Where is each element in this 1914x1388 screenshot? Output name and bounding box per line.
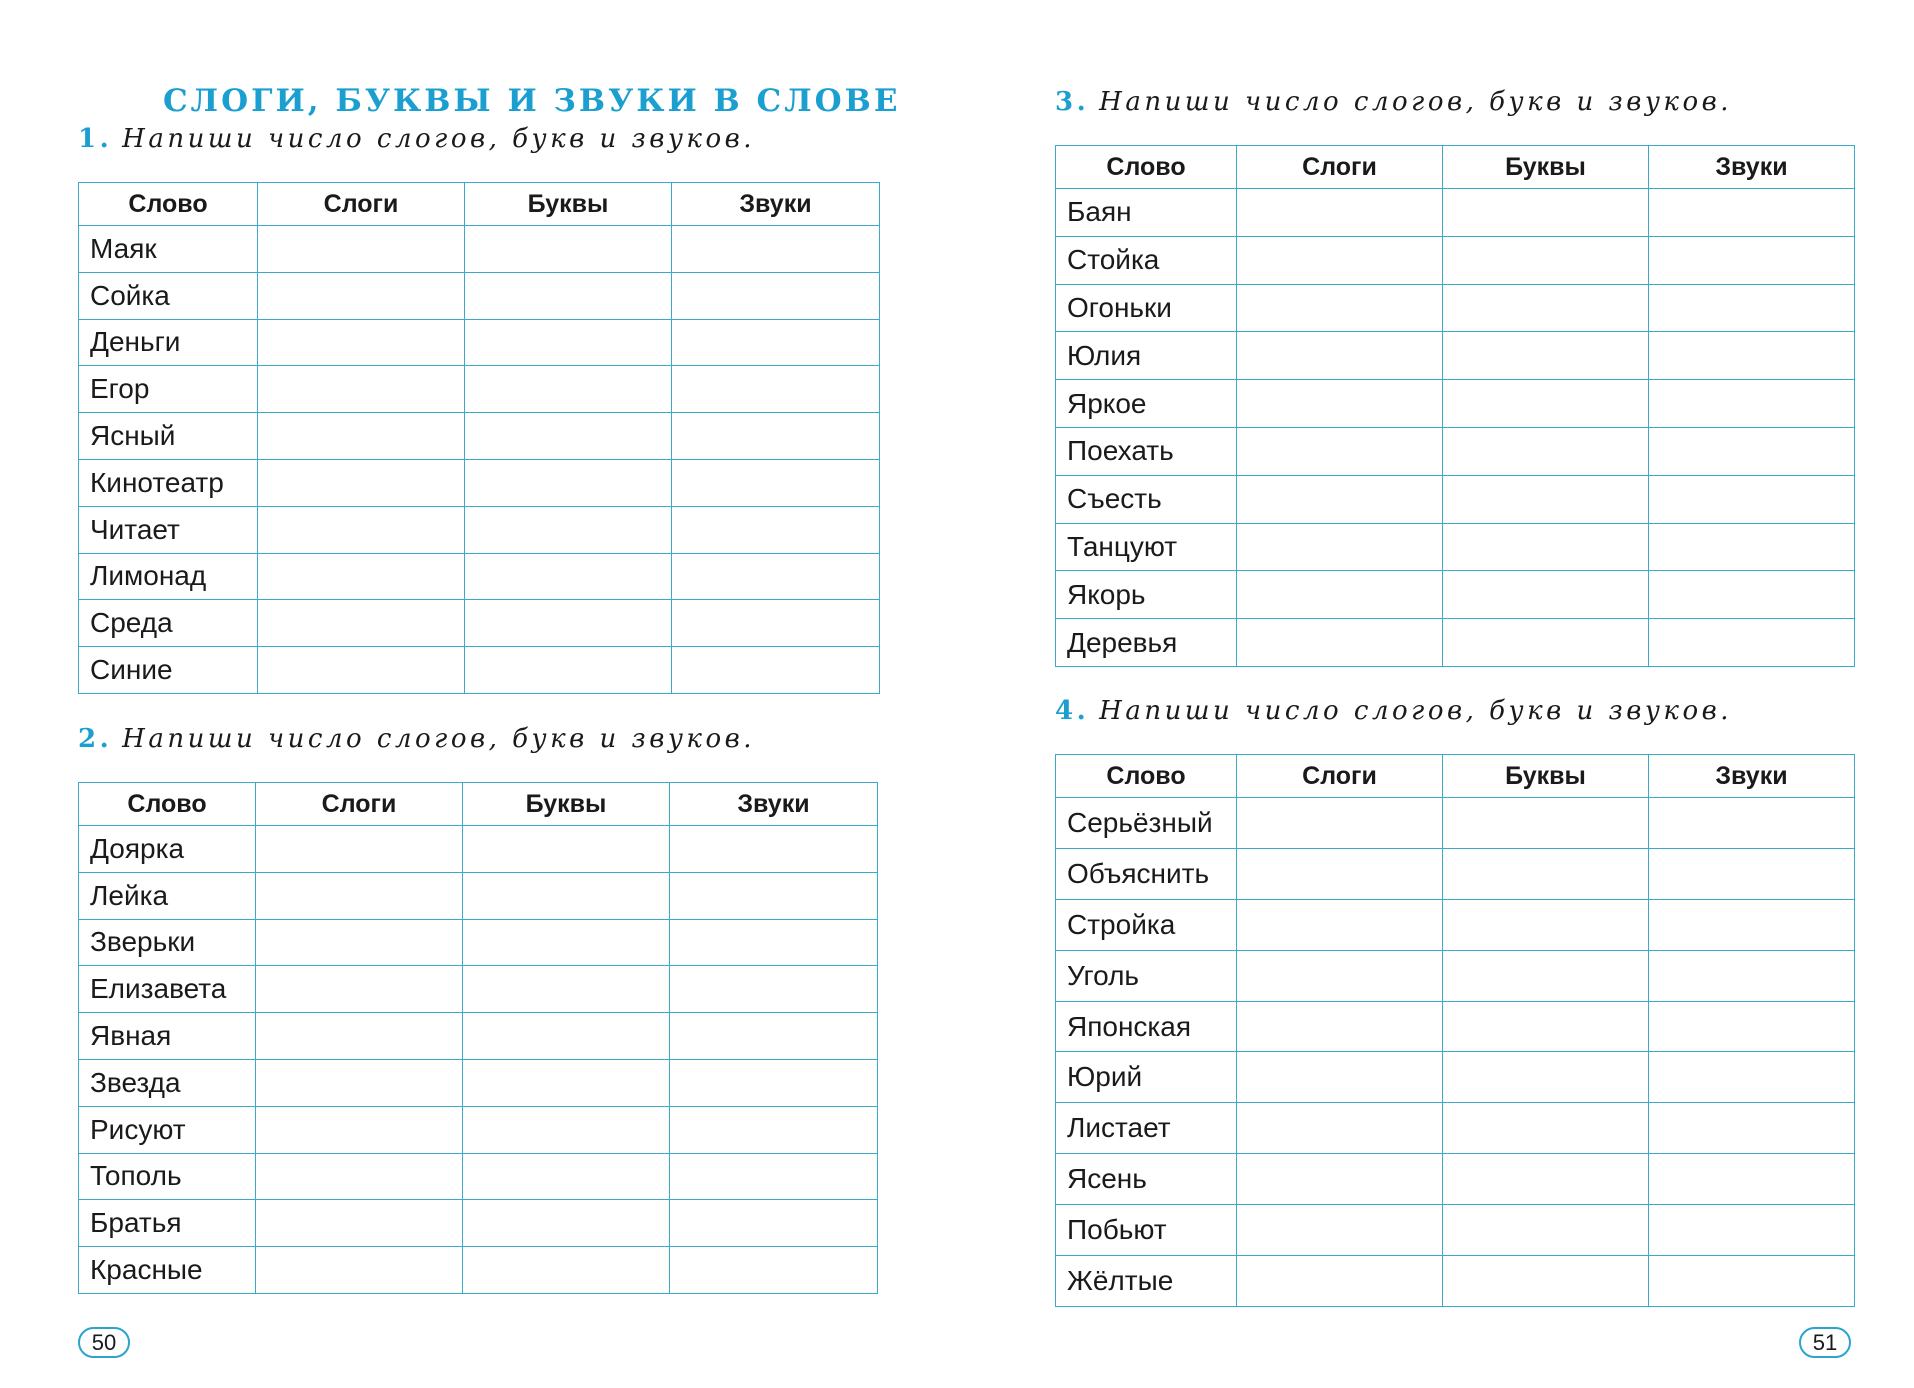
table-row [1056, 798, 1855, 849]
syllables-cell[interactable] [258, 226, 465, 273]
syllables-cell[interactable] [256, 1106, 463, 1153]
column-header: Буквы [1443, 146, 1649, 189]
exercise-4-table [1055, 754, 1855, 1307]
sounds-cell[interactable] [672, 366, 880, 413]
table-row [1056, 1052, 1855, 1103]
syllables-cell[interactable] [1237, 1256, 1443, 1307]
letters-cell[interactable] [1443, 571, 1649, 619]
letters-cell[interactable] [1443, 284, 1649, 332]
sounds-cell[interactable] [670, 1106, 878, 1153]
sounds-cell[interactable] [1649, 1001, 1855, 1052]
word-cell: Листает [1056, 1103, 1237, 1154]
table-row [1056, 380, 1855, 428]
table-row [1056, 1001, 1855, 1052]
column-header: Слово [79, 183, 258, 226]
column-header: Слоги [258, 183, 465, 226]
word-cell: Огоньки [1056, 284, 1237, 332]
letters-cell[interactable] [463, 872, 670, 919]
syllables-cell[interactable] [1237, 899, 1443, 950]
table-row [1056, 1103, 1855, 1154]
exercise-2-table [78, 782, 878, 1294]
page-title: СЛОГИ, БУКВЫ И ЗВУКИ В СЛОВЕ [163, 83, 901, 119]
syllables-cell[interactable] [1237, 571, 1443, 619]
letters-cell[interactable] [463, 1247, 670, 1294]
word-cell: Деревья [1056, 619, 1237, 667]
word-cell: Серьёзный [1056, 798, 1237, 849]
letters-cell[interactable] [1443, 1103, 1649, 1154]
word-cell: Звезда [79, 1059, 256, 1106]
letters-cell[interactable] [1443, 1001, 1649, 1052]
table-header-row [1056, 146, 1855, 189]
word-cell: Сойка [79, 272, 258, 319]
sounds-cell[interactable] [672, 600, 880, 647]
sounds-cell[interactable] [1649, 332, 1855, 380]
column-header: Звуки [1649, 755, 1855, 798]
exercise-2-instruction [78, 724, 755, 754]
word-cell: Маяк [79, 226, 258, 273]
column-header: Слоги [1237, 755, 1443, 798]
letters-cell[interactable] [1443, 1205, 1649, 1256]
sounds-cell[interactable] [1649, 380, 1855, 428]
sounds-cell[interactable] [672, 272, 880, 319]
word-cell: Баян [1056, 189, 1237, 237]
table-row [79, 1013, 878, 1060]
table-row [1056, 475, 1855, 523]
table-row [79, 319, 880, 366]
letters-cell[interactable] [463, 1200, 670, 1247]
letters-cell[interactable] [463, 1153, 670, 1200]
word-cell: Среда [79, 600, 258, 647]
word-cell: Юрий [1056, 1052, 1237, 1103]
word-cell: Красные [79, 1247, 256, 1294]
syllables-cell[interactable] [258, 413, 465, 460]
exercise-number: 4. [1055, 696, 1090, 726]
table-row [1056, 284, 1855, 332]
syllables-cell[interactable] [256, 1153, 463, 1200]
letters-cell[interactable] [1443, 332, 1649, 380]
exercise-3-instruction [1055, 87, 1732, 117]
sounds-cell[interactable] [672, 506, 880, 553]
word-cell: Кинотеатр [79, 459, 258, 506]
column-header: Слово [79, 783, 256, 826]
table-row [1056, 1205, 1855, 1256]
sounds-cell[interactable] [1649, 1205, 1855, 1256]
table-row [79, 919, 878, 966]
sounds-cell[interactable] [1649, 1154, 1855, 1205]
syllables-cell[interactable] [258, 459, 465, 506]
word-cell: Явная [79, 1013, 256, 1060]
syllables-cell[interactable] [258, 366, 465, 413]
letters-cell[interactable] [1443, 1052, 1649, 1103]
syllables-cell[interactable] [1237, 848, 1443, 899]
syllables-cell[interactable] [258, 319, 465, 366]
letters-cell[interactable] [1443, 1154, 1649, 1205]
syllables-cell[interactable] [258, 647, 465, 694]
sounds-cell[interactable] [1649, 899, 1855, 950]
letters-cell[interactable] [1443, 236, 1649, 284]
table-header-row [79, 783, 878, 826]
sounds-cell[interactable] [670, 1200, 878, 1247]
letters-cell[interactable] [465, 600, 672, 647]
word-cell: Японская [1056, 1001, 1237, 1052]
word-cell: Рисуют [79, 1106, 256, 1153]
sounds-cell[interactable] [672, 459, 880, 506]
table-row [79, 226, 880, 273]
word-cell: Елизавета [79, 966, 256, 1013]
exercise-text: Напиши число слогов, букв и звуков. [122, 124, 755, 154]
exercise-1-table [78, 182, 880, 694]
word-cell: Поехать [1056, 427, 1237, 475]
page-number: 51 [1799, 1327, 1851, 1358]
sounds-cell[interactable] [1649, 950, 1855, 1001]
table-row [79, 506, 880, 553]
column-header: Звуки [672, 183, 880, 226]
column-header: Звуки [670, 783, 878, 826]
syllables-cell[interactable] [1237, 189, 1443, 237]
sounds-cell[interactable] [672, 319, 880, 366]
table-row [1056, 1154, 1855, 1205]
syllables-cell[interactable] [258, 272, 465, 319]
word-cell: Ясень [1056, 1154, 1237, 1205]
letters-cell[interactable] [1443, 523, 1649, 571]
syllables-cell[interactable] [256, 1013, 463, 1060]
exercise-3-table [1055, 145, 1855, 667]
column-header: Слово [1056, 755, 1237, 798]
table-row [79, 366, 880, 413]
exercise-text: Напиши число слогов, букв и звуков. [122, 724, 755, 754]
column-header: Буквы [1443, 755, 1649, 798]
exercise-1-instruction [78, 124, 755, 154]
sounds-cell[interactable] [672, 226, 880, 273]
letters-cell[interactable] [1443, 475, 1649, 523]
column-header: Слоги [256, 783, 463, 826]
table-header-row [1056, 755, 1855, 798]
word-cell: Жёлтые [1056, 1256, 1237, 1307]
table-row [1056, 619, 1855, 667]
table-row [79, 272, 880, 319]
table-row [1056, 427, 1855, 475]
table-row [79, 413, 880, 460]
syllables-cell[interactable] [1237, 380, 1443, 428]
syllables-cell[interactable] [258, 553, 465, 600]
syllables-cell[interactable] [256, 919, 463, 966]
sounds-cell[interactable] [1649, 189, 1855, 237]
letters-cell[interactable] [465, 553, 672, 600]
column-header: Буквы [465, 183, 672, 226]
sounds-cell[interactable] [1649, 1103, 1855, 1154]
word-cell: Зверьки [79, 919, 256, 966]
sounds-cell[interactable] [1649, 523, 1855, 571]
table-row [1056, 523, 1855, 571]
letters-cell[interactable] [463, 966, 670, 1013]
exercise-text: Напиши число слогов, букв и звуков. [1099, 696, 1732, 726]
letters-cell[interactable] [465, 647, 672, 694]
word-cell: Юлия [1056, 332, 1237, 380]
word-cell: Деньги [79, 319, 258, 366]
column-header: Буквы [463, 783, 670, 826]
syllables-cell[interactable] [1237, 332, 1443, 380]
word-cell: Читает [79, 506, 258, 553]
word-cell: Егор [79, 366, 258, 413]
syllables-cell[interactable] [256, 1059, 463, 1106]
letters-cell[interactable] [1443, 1256, 1649, 1307]
syllables-cell[interactable] [256, 1200, 463, 1247]
letters-cell[interactable] [1443, 380, 1649, 428]
table-row [1056, 899, 1855, 950]
sounds-cell[interactable] [670, 872, 878, 919]
sounds-cell[interactable] [1649, 1052, 1855, 1103]
word-cell: Стройка [1056, 899, 1237, 950]
syllables-cell[interactable] [1237, 1052, 1443, 1103]
word-cell: Якорь [1056, 571, 1237, 619]
sounds-cell[interactable] [1649, 571, 1855, 619]
syllables-cell[interactable] [256, 1247, 463, 1294]
exercise-number: 2. [78, 724, 113, 754]
table-row [79, 1106, 878, 1153]
sounds-cell[interactable] [1649, 284, 1855, 332]
table-row [79, 647, 880, 694]
table-row [79, 553, 880, 600]
letters-cell[interactable] [465, 272, 672, 319]
syllables-cell[interactable] [1237, 284, 1443, 332]
table-row [79, 872, 878, 919]
sounds-cell[interactable] [672, 647, 880, 694]
table-header-row [79, 183, 880, 226]
syllables-cell[interactable] [1237, 619, 1443, 667]
letters-cell[interactable] [465, 506, 672, 553]
exercise-4-instruction [1055, 696, 1732, 726]
right-page [957, 0, 1914, 1388]
sounds-cell[interactable] [1649, 427, 1855, 475]
letters-cell[interactable] [1443, 427, 1649, 475]
sounds-cell[interactable] [670, 1013, 878, 1060]
letters-cell[interactable] [463, 919, 670, 966]
word-cell: Съесть [1056, 475, 1237, 523]
column-header: Звуки [1649, 146, 1855, 189]
sounds-cell[interactable] [670, 1059, 878, 1106]
sounds-cell[interactable] [1649, 475, 1855, 523]
word-cell: Танцуют [1056, 523, 1237, 571]
sounds-cell[interactable] [1649, 236, 1855, 284]
word-cell: Стойка [1056, 236, 1237, 284]
letters-cell[interactable] [1443, 899, 1649, 950]
word-cell: Доярка [79, 826, 256, 873]
sounds-cell[interactable] [670, 966, 878, 1013]
sounds-cell[interactable] [670, 1247, 878, 1294]
sounds-cell[interactable] [670, 919, 878, 966]
exercise-number: 3. [1055, 87, 1090, 117]
syllables-cell[interactable] [1237, 1103, 1443, 1154]
word-cell: Синие [79, 647, 258, 694]
sounds-cell[interactable] [670, 1153, 878, 1200]
syllables-cell[interactable] [256, 826, 463, 873]
letters-cell[interactable] [465, 226, 672, 273]
letters-cell[interactable] [1443, 798, 1649, 849]
syllables-cell[interactable] [1237, 475, 1443, 523]
syllables-cell[interactable] [258, 506, 465, 553]
syllables-cell[interactable] [256, 966, 463, 1013]
word-cell: Ясный [79, 413, 258, 460]
letters-cell[interactable] [1443, 619, 1649, 667]
word-cell: Лимонад [79, 553, 258, 600]
table-row [1056, 332, 1855, 380]
table-row [1056, 1256, 1855, 1307]
letters-cell[interactable] [465, 459, 672, 506]
letters-cell[interactable] [463, 826, 670, 873]
word-cell: Яркое [1056, 380, 1237, 428]
table-row [79, 459, 880, 506]
syllables-cell[interactable] [1237, 1154, 1443, 1205]
page-number: 50 [78, 1327, 130, 1358]
exercise-text: Напиши число слогов, букв и звуков. [1099, 87, 1732, 117]
sounds-cell[interactable] [1649, 619, 1855, 667]
letters-cell[interactable] [465, 366, 672, 413]
word-cell: Побьют [1056, 1205, 1237, 1256]
table-row [79, 966, 878, 1013]
syllables-cell[interactable] [1237, 523, 1443, 571]
table-row [1056, 848, 1855, 899]
table-row [1056, 189, 1855, 237]
table-row [1056, 236, 1855, 284]
table-row [79, 1247, 878, 1294]
syllables-cell[interactable] [1237, 427, 1443, 475]
sounds-cell[interactable] [1649, 798, 1855, 849]
column-header: Слоги [1237, 146, 1443, 189]
syllables-cell[interactable] [258, 600, 465, 647]
word-cell: Уголь [1056, 950, 1237, 1001]
sounds-cell[interactable] [672, 553, 880, 600]
letters-cell[interactable] [463, 1059, 670, 1106]
letters-cell[interactable] [1443, 848, 1649, 899]
sounds-cell[interactable] [1649, 848, 1855, 899]
table-row [1056, 950, 1855, 1001]
table-row [79, 1059, 878, 1106]
word-cell: Тополь [79, 1153, 256, 1200]
syllables-cell[interactable] [256, 872, 463, 919]
syllables-cell[interactable] [1237, 798, 1443, 849]
syllables-cell[interactable] [1237, 1001, 1443, 1052]
syllables-cell[interactable] [1237, 236, 1443, 284]
column-header: Слово [1056, 146, 1237, 189]
letters-cell[interactable] [1443, 189, 1649, 237]
letters-cell[interactable] [1443, 950, 1649, 1001]
sounds-cell[interactable] [670, 826, 878, 873]
letters-cell[interactable] [463, 1013, 670, 1060]
table-row [79, 826, 878, 873]
word-cell: Лейка [79, 872, 256, 919]
word-cell: Объяснить [1056, 848, 1237, 899]
syllables-cell[interactable] [1237, 1205, 1443, 1256]
table-row [79, 1200, 878, 1247]
word-cell: Братья [79, 1200, 256, 1247]
table-row [79, 600, 880, 647]
table-row [79, 1153, 878, 1200]
table-row [1056, 571, 1855, 619]
letters-cell[interactable] [463, 1106, 670, 1153]
sounds-cell[interactable] [1649, 1256, 1855, 1307]
letters-cell[interactable] [465, 319, 672, 366]
letters-cell[interactable] [465, 413, 672, 460]
syllables-cell[interactable] [1237, 950, 1443, 1001]
exercise-number: 1. [78, 124, 113, 154]
sounds-cell[interactable] [672, 413, 880, 460]
